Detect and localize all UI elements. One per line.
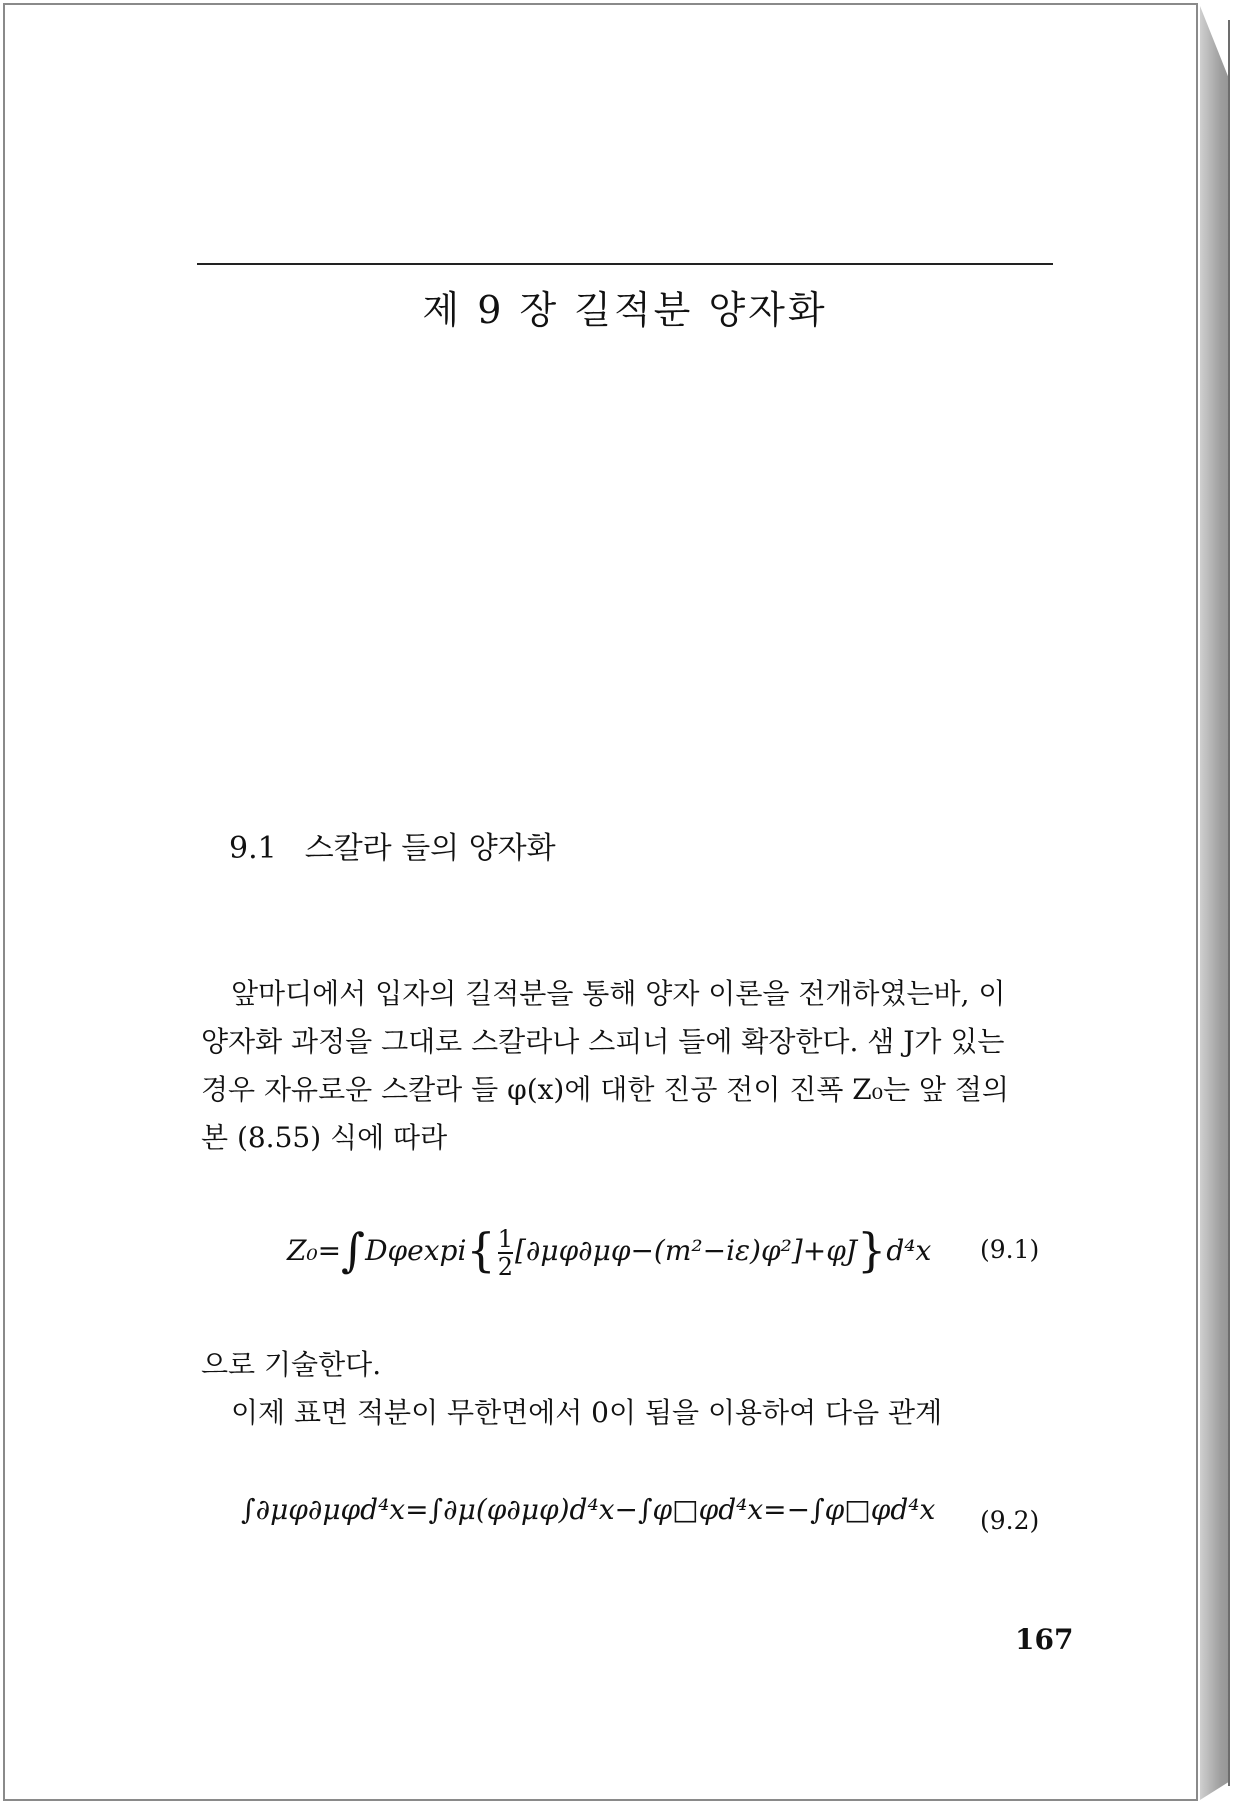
paragraph-continuation xyxy=(201,1341,1063,1437)
equation-lhs: Z₀= xyxy=(287,1234,342,1267)
right-brace: } xyxy=(857,1223,887,1277)
equation-number: (9.1) xyxy=(980,1235,1040,1264)
integral-sign: ∫ xyxy=(341,1223,366,1277)
section-heading xyxy=(229,823,556,867)
fraction-denominator: 2 xyxy=(497,1252,513,1281)
fraction-numerator: 1 xyxy=(497,1224,513,1253)
left-brace: { xyxy=(466,1223,496,1277)
paragraph-line: 양자화 과정을 그대로 스칼라나 스피너 들에 확장한다. 샘 J가 있는 xyxy=(201,1025,1005,1058)
equation-measure: Dφexpi xyxy=(365,1234,467,1267)
paragraph-line: 앞마디에서 입자의 길적분을 통해 양자 이론을 전개하였는바, 이 xyxy=(231,977,1006,1010)
page-number: 167 xyxy=(1015,1623,1074,1656)
page-stack-edge xyxy=(1200,6,1252,1800)
paragraph-intro xyxy=(201,970,1063,1162)
equation-body: [∂μφ∂μφ−(m²−iε)φ²]+φJ xyxy=(514,1234,858,1267)
header-rule xyxy=(197,263,1053,265)
equation-9-2: ∫∂μφ∂μφd⁴x=∫∂μ(φ∂μφ)d⁴x−∫φ□φd⁴x=−∫φ□φd⁴x xyxy=(241,1493,936,1526)
book-page xyxy=(3,3,1198,1801)
paragraph-line: 이제 표면 적분이 무한면에서 0이 됨을 이용하여 다음 관계 xyxy=(231,1396,943,1429)
equation-number: (9.2) xyxy=(980,1506,1040,1535)
paragraph-line: 경우 자유로운 스칼라 들 φ(x)에 대한 진공 전이 진폭 Z₀는 앞 절의 xyxy=(201,1073,1009,1106)
equation-9-1 xyxy=(287,1223,931,1280)
section-title: 스칼라 들의 양자화 xyxy=(304,831,556,866)
paragraph-line: 본 (8.55) 식에 따라 xyxy=(201,1121,448,1154)
fraction-half xyxy=(498,1226,513,1280)
section-number: 9.1 xyxy=(229,831,277,866)
equation-tail: d⁴x xyxy=(886,1234,932,1267)
page-edge-line xyxy=(1228,20,1230,1786)
chapter-title: 제 9 장 길적분 양자화 xyxy=(422,288,828,332)
paragraph-line: 으로 기술한다. xyxy=(201,1348,382,1381)
